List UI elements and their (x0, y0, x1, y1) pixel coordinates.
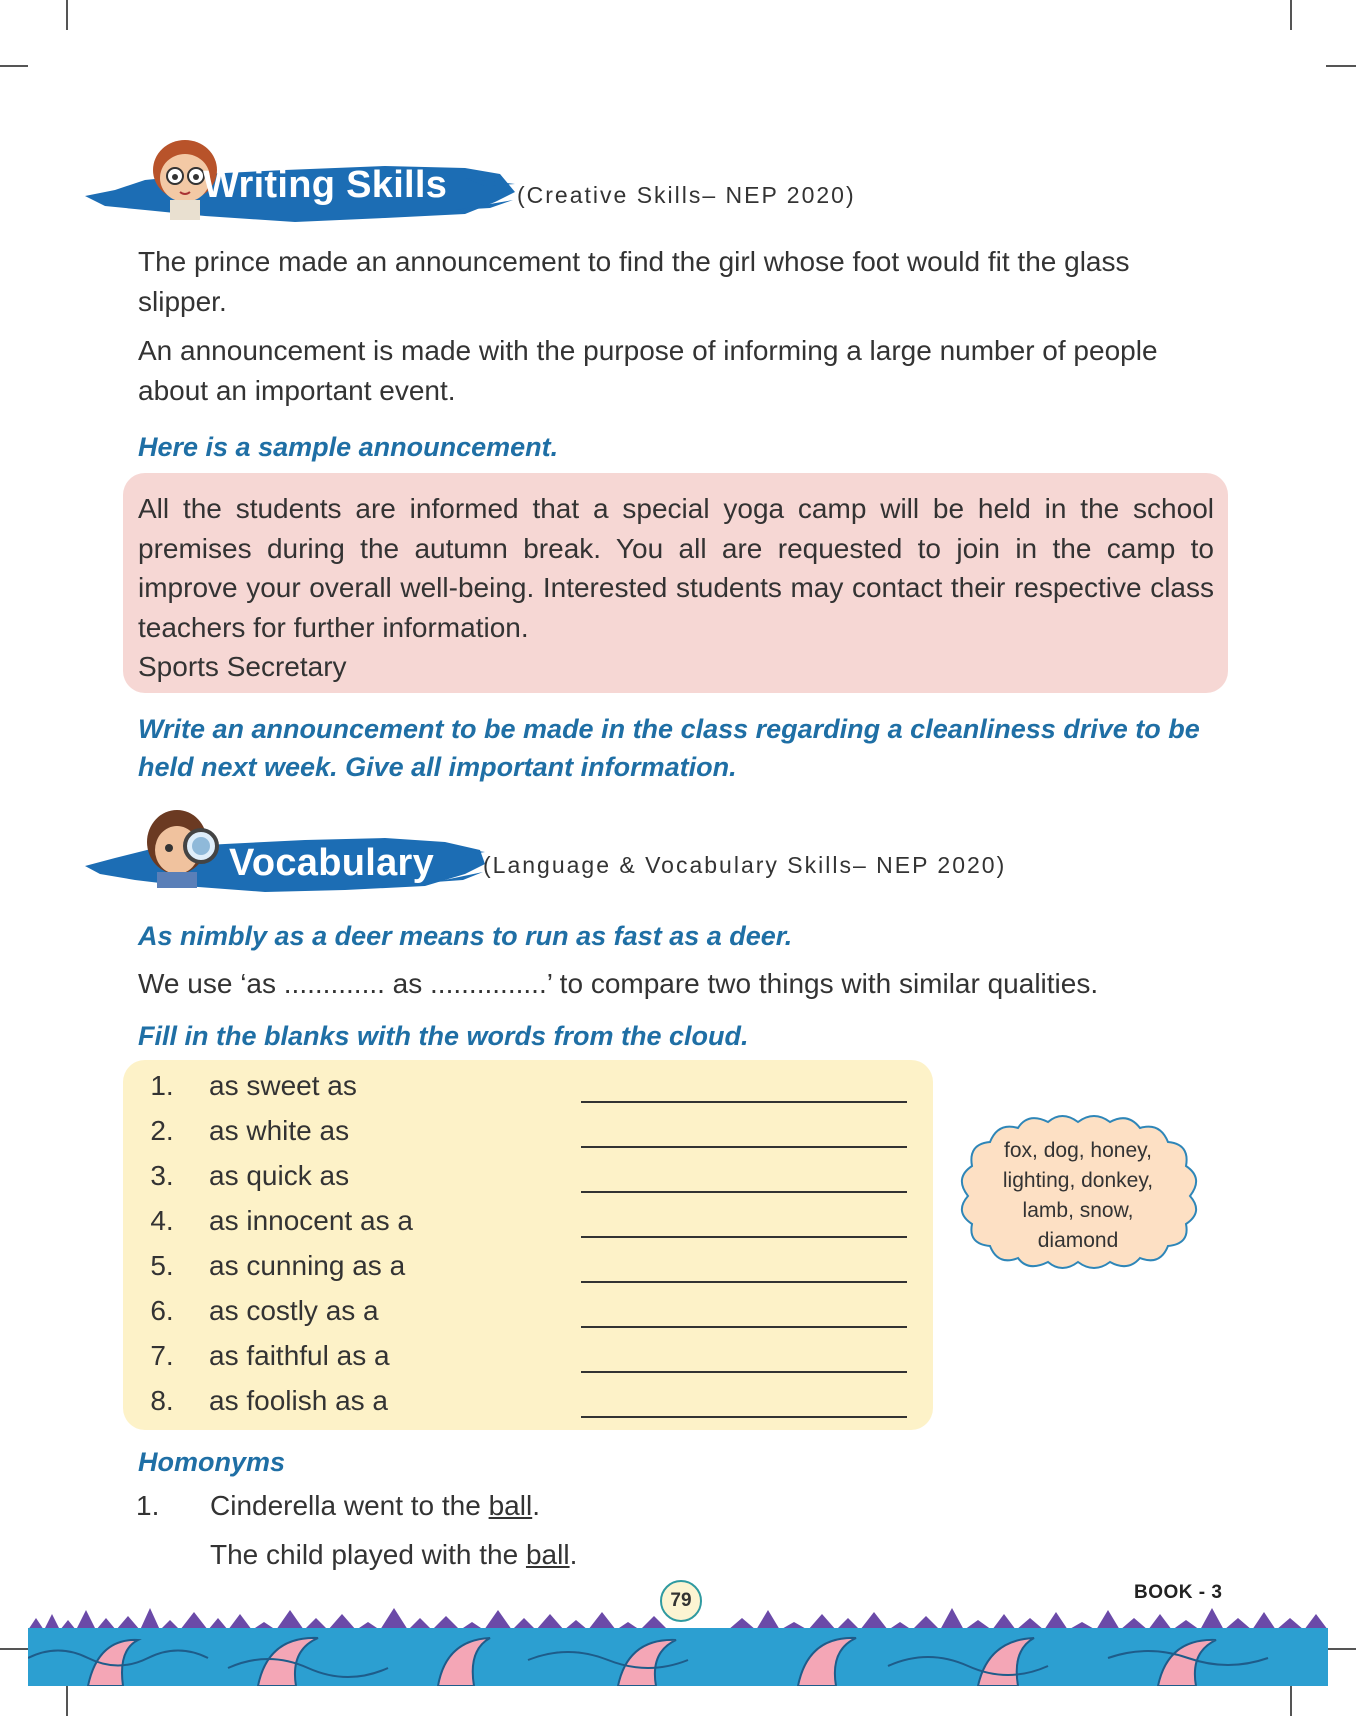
item-phrase: as quick as (209, 1160, 350, 1191)
fill-in-blanks-box (123, 1060, 933, 1430)
answer-blank[interactable] (581, 1236, 907, 1238)
crop-mark (1326, 65, 1356, 67)
cloud-line: lighting, donkey, (1002, 1169, 1154, 1192)
item-phrase: as cunning as a (209, 1250, 406, 1281)
page-number-badge: 79 (660, 1580, 702, 1622)
sample-announcement-box (123, 473, 1228, 693)
item-phrase: as costly as a (209, 1295, 379, 1326)
cloud-line: fox, dog, honey, (1004, 1139, 1152, 1162)
intro-paragraph-2: An announcement is made with the purpose of informing a large number of people about an important event. (138, 335, 1158, 406)
girl-with-magnifier-icon (135, 800, 235, 890)
answer-blank[interactable] (581, 1326, 907, 1328)
book-label: BOOK - 3 (1134, 1582, 1223, 1603)
homonym-number: 1. (136, 1490, 160, 1521)
fill-row (123, 1290, 933, 1334)
answer-blank[interactable] (581, 1146, 907, 1148)
sentence-end: . (532, 1490, 540, 1521)
item-number: 2. (150, 1115, 174, 1146)
item-number: 7. (150, 1340, 174, 1371)
sample-heading: Here is a sample announcement. (138, 432, 559, 462)
fill-row (123, 1335, 933, 1379)
vocabulary-title: Vocabulary (229, 842, 435, 884)
intro-paragraph-1: The prince made an announcement to find the girl whose foot would fit the glass slipper. (138, 246, 1130, 317)
item-number: 6. (150, 1295, 174, 1326)
sentence-text: The child played with the (210, 1539, 526, 1570)
item-number: 5. (150, 1250, 174, 1281)
vocab-explanation: We use ‘as ............. as ...............’ to compare two things with similar qualities. (138, 968, 1099, 999)
vocab-heading: As nimbly as a deer means to run as fast as a deer. (138, 921, 793, 951)
answer-blank[interactable] (581, 1101, 907, 1103)
writing-skills-subtitle: (Creative Skills– NEP 2020) (517, 182, 856, 208)
crop-mark (66, 1686, 68, 1716)
fill-row (123, 1200, 933, 1244)
fill-row (123, 1380, 933, 1424)
writing-skills-title: Writing Skills (203, 164, 448, 206)
crop-mark (1326, 1648, 1356, 1650)
answer-blank[interactable] (581, 1416, 907, 1418)
item-phrase: as faithful as a (209, 1340, 390, 1371)
underlined-word: ball (488, 1490, 533, 1521)
vocabulary-subtitle: (Language & Vocabulary Skills– NEP 2020) (483, 852, 1007, 878)
sample-announcement-text: All the students are informed that a special yoga camp will be held in the school premises during the autumn break. You all are requested to join in the camp to improve your overall well-being. Interested students may contact their respective class teachers for further information. (138, 493, 1214, 643)
sentence-end: . (569, 1539, 578, 1570)
crop-mark (1290, 0, 1292, 30)
item-number: 3. (150, 1160, 174, 1191)
item-phrase: as foolish as a (209, 1385, 388, 1416)
fill-blanks-heading: Fill in the blanks with the words from the cloud. (138, 1021, 749, 1051)
word-cloud-text (970, 1136, 1186, 1256)
crop-mark (1290, 1686, 1292, 1716)
homonym-sentence-1 (210, 1486, 1110, 1526)
crop-mark (0, 65, 28, 67)
answer-blank[interactable] (581, 1371, 907, 1373)
cloud-line: diamond (1037, 1229, 1119, 1252)
answer-blank[interactable] (581, 1281, 907, 1283)
item-phrase: as innocent as a (209, 1205, 413, 1236)
item-number: 1. (150, 1070, 174, 1101)
homonyms-heading: Homonyms (138, 1447, 286, 1477)
fill-row (123, 1065, 933, 1109)
item-phrase: as sweet as (209, 1070, 357, 1101)
fill-row (123, 1110, 933, 1154)
fill-row (123, 1155, 933, 1199)
cloud-line: lamb, snow, (1022, 1199, 1134, 1222)
item-phrase: as white as (209, 1115, 350, 1146)
fill-row (123, 1245, 933, 1289)
sentence-text: Cinderella went to the (210, 1490, 489, 1521)
item-number: 4. (150, 1205, 174, 1236)
crop-mark (66, 0, 68, 30)
crop-mark (0, 1648, 28, 1650)
item-number: 8. (150, 1385, 174, 1416)
writing-task: Write an announcement to be made in the class regarding a cleanliness drive to be held next week. Give all important information. (138, 714, 1200, 782)
homonym-sentence-2 (210, 1535, 1110, 1575)
underlined-word: ball (525, 1539, 570, 1570)
vocabulary-header (85, 800, 1085, 900)
answer-blank[interactable] (581, 1191, 907, 1193)
sample-announcement-sign: Sports Secretary (138, 651, 347, 682)
writing-skills-header (85, 130, 885, 230)
